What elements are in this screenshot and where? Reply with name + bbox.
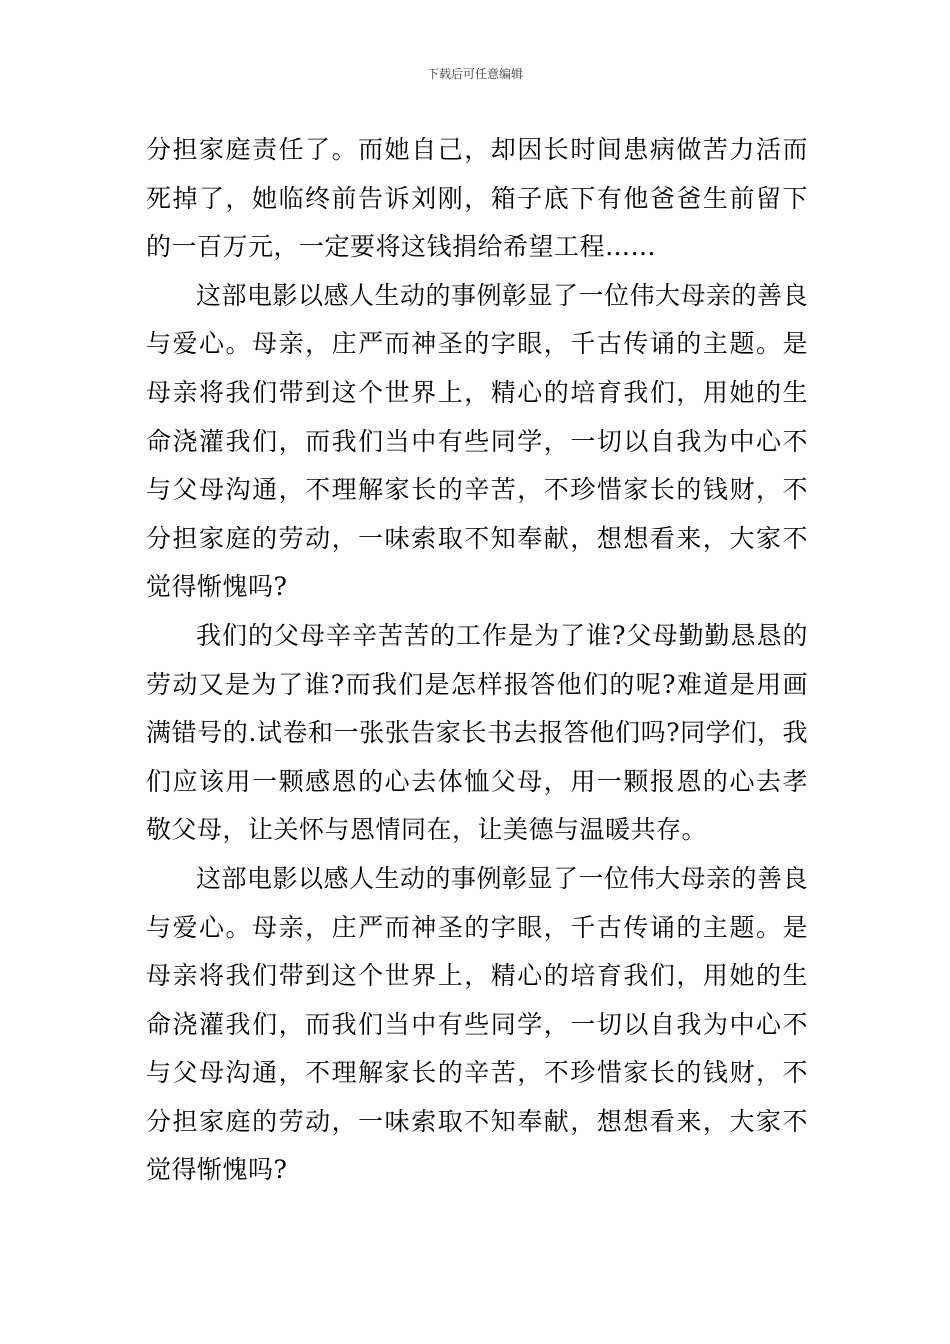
paragraph-continuation: 分担家庭责任了。而她自己，却因长时间患病做苦力活而死掉了，她临终前告诉刘刚，箱子底下有他爸爸生前留下的一百万元，一定要将这钱捐给希望工程…… [146,135,808,262]
paragraph-gratitude: 我们的父母辛辛苦苦的工作是为了谁?父母勤勤恳恳的劳动又是为了谁?而我们是怎样报答他们的呢?难道是用画满错号的.试卷和一张张告家长书去报答他们吗?同学们，我们应该用一颗感恩的心去体恤父母，用一颗报恩的心去孝敬父母，让关怀与恩情同在，让美德与温暖共存。 [146,620,808,845]
paragraph-mother-virtue-repeat: 这部电影以感人生动的事例彰显了一位伟大母亲的善良与爱心。母亲，庄严而神圣的字眼，千古传诵的主题。是母亲将我们带到这个世界上，精心的培育我们，用她的生命浇灌我们，而我们当中有些同学，一切以自我为中心不与父母沟通，不理解家长的辛苦，不珍惜家长的钱财，不分担家庭的劳动，一味索取不知奉献，想想看来，大家不觉得惭愧吗? [146,863,809,1185]
document-body [146,126,808,1195]
page-header: 下载后可任意编辑 [426,67,523,81]
paragraph-mother-virtue: 这部电影以感人生动的事例彰显了一位伟大母亲的善良与爱心。母亲，庄严而神圣的字眼，千古传诵的主题。是母亲将我们带到这个世界上，精心的培育我们，用她的生命浇灌我们，而我们当中有些同学，一切以自我为中心不与父母沟通，不理解家长的辛苦，不珍惜家长的钱财，不分担家庭的劳动，一味索取不知奉献，想想看来，大家不觉得惭愧吗? [146,280,809,602]
